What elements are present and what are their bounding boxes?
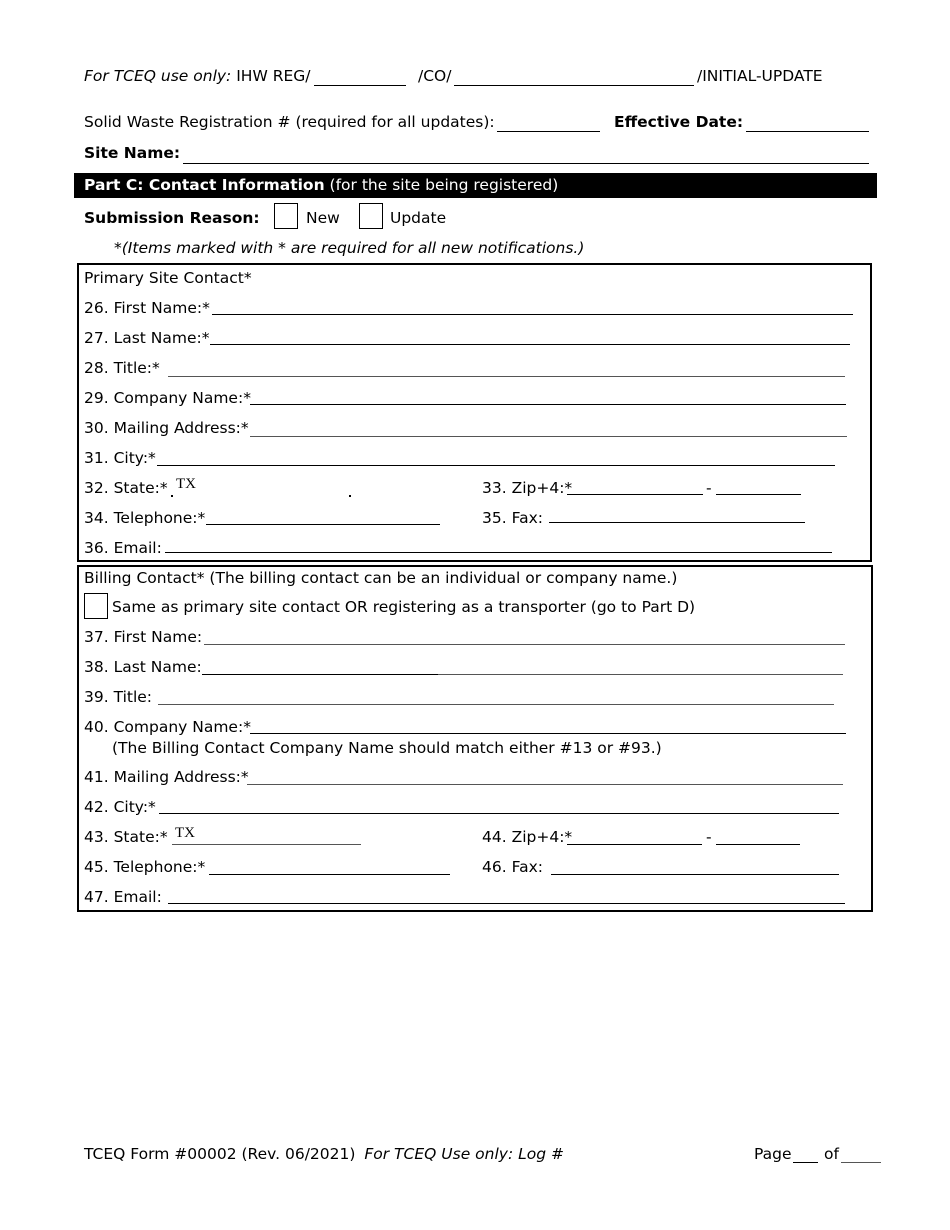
primary-company-label: 29. Company Name:* xyxy=(84,389,251,407)
billing-state-value[interactable]: TX xyxy=(175,825,195,841)
part-c-subtitle: (for the site being registered) xyxy=(329,176,559,194)
primary-contact-heading: Primary Site Contact* xyxy=(84,269,252,287)
primary-zip4-field[interactable] xyxy=(716,494,801,495)
billing-city-label: 42. City:* xyxy=(84,798,156,816)
billing-title-label: 39. Title: xyxy=(84,688,153,706)
tceq-use-label xyxy=(84,67,311,85)
billing-last-name-field[interactable] xyxy=(202,674,438,675)
primary-first-name-label: 26. First Name:* xyxy=(84,299,210,317)
billing-telephone-label: 45. Telephone:* xyxy=(84,858,206,876)
primary-first-name-field[interactable] xyxy=(212,314,853,315)
effective-date-label: Effective Date: xyxy=(614,113,744,131)
sw-reg-label: Solid Waste Registration # (required for all updates): xyxy=(84,113,495,131)
footer-form-info xyxy=(84,1145,564,1163)
primary-state-dot xyxy=(171,495,173,497)
billing-zip-label: 44. Zip+4:* xyxy=(482,828,573,846)
new-option-label: New xyxy=(306,209,340,227)
primary-zip-label: 33. Zip+4:* xyxy=(482,479,573,497)
page-number-field[interactable] xyxy=(793,1162,818,1163)
page-label: Page xyxy=(754,1145,792,1163)
billing-fax-field[interactable] xyxy=(551,874,839,875)
billing-first-name-label: 37. First Name: xyxy=(84,628,203,646)
billing-company-field[interactable] xyxy=(250,733,846,734)
billing-mailing-field[interactable] xyxy=(247,784,843,785)
new-checkbox[interactable] xyxy=(274,203,298,229)
primary-state-value[interactable]: TX xyxy=(176,476,196,492)
ihw-reg-field[interactable] xyxy=(314,85,406,86)
primary-fax-field[interactable] xyxy=(549,522,805,523)
update-option-label: Update xyxy=(390,209,447,227)
of-label: of xyxy=(824,1145,839,1163)
billing-company-note: (The Billing Contact Company Name should match either #13 or #93.) xyxy=(112,739,662,757)
primary-title-label: 28. Title:* xyxy=(84,359,160,377)
site-name-field[interactable] xyxy=(183,163,869,164)
submission-reason-label: Submission Reason: xyxy=(84,209,260,227)
billing-contact-heading: Billing Contact* (The billing contact can be an individual or company name.) xyxy=(84,569,678,587)
primary-last-name-label: 27. Last Name:* xyxy=(84,329,210,347)
co-label: /CO/ xyxy=(418,67,452,85)
part-c-title: Part C: Contact Information xyxy=(84,176,325,194)
billing-first-name-field[interactable] xyxy=(204,644,845,645)
primary-zip-dash: - xyxy=(706,479,712,497)
billing-zip-field[interactable] xyxy=(567,844,702,845)
required-note: *(Items marked with * are required for all new notifications.) xyxy=(114,239,585,257)
billing-telephone-field[interactable] xyxy=(209,874,450,875)
primary-state-label: 32. State:* xyxy=(84,479,168,497)
primary-mailing-field[interactable] xyxy=(250,436,847,437)
same-as-primary-checkbox[interactable] xyxy=(84,593,108,619)
billing-email-label: 47. Email: xyxy=(84,888,162,906)
form-id: TCEQ Form #00002 (Rev. 06/2021) xyxy=(84,1145,356,1163)
primary-telephone-label: 34. Telephone:* xyxy=(84,509,206,527)
primary-state-dot xyxy=(349,495,351,497)
initial-update-label: /INITIAL-UPDATE xyxy=(697,67,823,85)
billing-last-name-field-ext xyxy=(438,674,843,675)
billing-email-field[interactable] xyxy=(168,903,845,904)
primary-city-field[interactable] xyxy=(157,465,835,466)
billing-mailing-label: 41. Mailing Address:* xyxy=(84,768,249,786)
billing-zip-dash: - xyxy=(706,828,712,846)
primary-telephone-field[interactable] xyxy=(206,524,440,525)
effective-date-field[interactable] xyxy=(746,131,869,132)
billing-state-label: 43. State:* xyxy=(84,828,168,846)
primary-last-name-field[interactable] xyxy=(210,344,850,345)
site-name-label: Site Name: xyxy=(84,144,181,162)
primary-zip-field[interactable] xyxy=(567,494,703,495)
primary-title-field[interactable] xyxy=(168,376,845,377)
primary-fax-label: 35. Fax: xyxy=(482,509,543,527)
primary-company-field[interactable] xyxy=(250,404,846,405)
part-c-banner xyxy=(74,173,877,198)
primary-email-field[interactable] xyxy=(165,552,832,553)
primary-email-label: 36. Email: xyxy=(84,539,162,557)
billing-state-field[interactable] xyxy=(172,844,361,845)
co-field[interactable] xyxy=(454,85,694,86)
billing-company-label: 40. Company Name:* xyxy=(84,718,251,736)
billing-zip4-field[interactable] xyxy=(716,844,800,845)
billing-city-field[interactable] xyxy=(159,813,839,814)
log-label: For TCEQ Use only: Log # xyxy=(364,1145,564,1163)
sw-reg-field[interactable] xyxy=(497,131,600,132)
total-pages-field[interactable] xyxy=(841,1162,881,1163)
primary-city-label: 31. City:* xyxy=(84,449,156,467)
billing-fax-label: 46. Fax: xyxy=(482,858,543,876)
billing-title-field[interactable] xyxy=(158,704,834,705)
update-checkbox[interactable] xyxy=(359,203,383,229)
ihw-reg-text: IHW REG/ xyxy=(236,67,311,85)
billing-last-name-label: 38. Last Name: xyxy=(84,658,202,676)
primary-mailing-label: 30. Mailing Address:* xyxy=(84,419,249,437)
tceq-use-only-text: For TCEQ use only: xyxy=(84,67,232,85)
same-as-primary-label: Same as primary site contact OR registering as a transporter (go to Part D) xyxy=(112,598,696,616)
